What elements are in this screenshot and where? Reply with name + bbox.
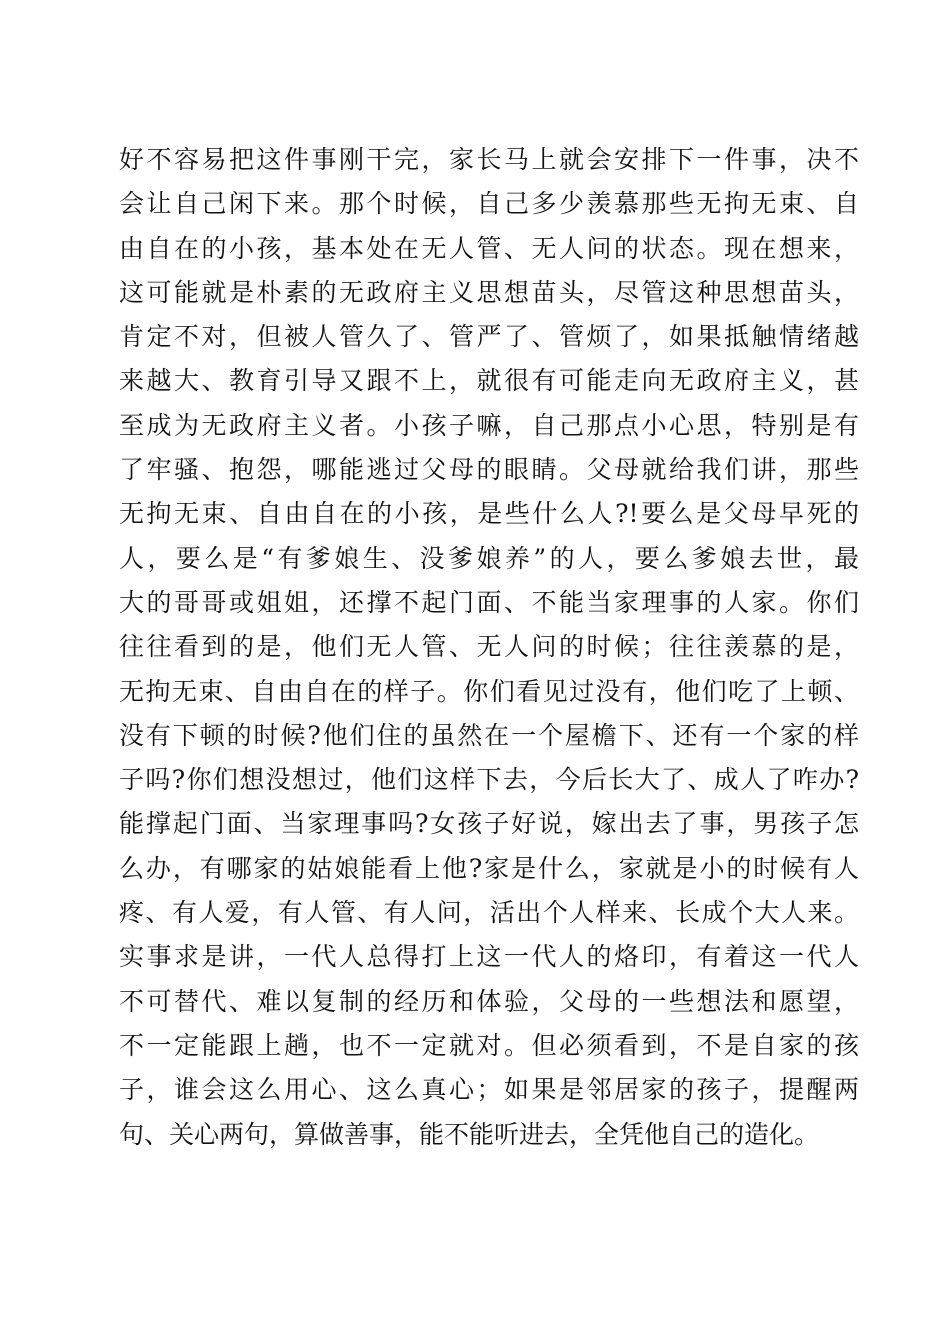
text-line: 了牢骚、抱怨，哪能逃过父母的眼睛。父母就给我们讲，那些 xyxy=(119,455,859,485)
text-line: 不可替代、难以复制的经历和体验，父母的一些想法和愿望， xyxy=(119,986,859,1016)
text-line: 好不容易把这件事刚干完，家长马上就会安排下一件事，决不 xyxy=(119,145,859,174)
text-line: 往往看到的是，他们无人管、无人问的时候；往往羡慕的是， xyxy=(119,632,859,662)
text-line: 人，要么是“有爹娘生、没爹娘养”的人，要么爹娘去世，最 xyxy=(119,543,859,573)
text-line: 会让自己闲下来。那个时候，自己多少羡慕那些无拘无束、自 xyxy=(119,189,859,219)
text-line: 没有下顿的时候?他们住的虽然在一个屋檐下、还有一个家的样 xyxy=(119,720,859,750)
text-line: 来越大、教育引导又跟不上，就很有可能走向无政府主义，甚 xyxy=(119,366,859,396)
text-line: 无拘无束、自由自在的小孩，是些什么人?!要么是父母早死的 xyxy=(119,499,859,529)
text-line: 实事求是讲，一代人总得打上这一代人的烙印，有着这一代人 xyxy=(119,942,859,972)
text-line: 这可能就是朴素的无政府主义思想苗头，尽管这种思想苗头， xyxy=(119,277,859,307)
text-line: 子吗?你们想没想过，他们这样下去，今后长大了、成人了咋办? xyxy=(119,765,859,795)
text-line: 无拘无束、自由自在的样子。你们看见过没有，他们吃了上顿、 xyxy=(119,676,859,706)
text-line: 疼、有人爱，有人管、有人问，活出个人样来、长成个大人来。 xyxy=(119,898,859,928)
body-paragraph xyxy=(119,138,859,1157)
text-line: 句、关心两句，算做善事，能不能听进去，全凭他自己的造化。 xyxy=(119,1119,820,1149)
text-line: 子，谁会这么用心、这么真心；如果是邻居家的孩子，提醒两 xyxy=(119,1075,859,1105)
text-line: 至成为无政府主义者。小孩子嘛，自己那点小心思，特别是有 xyxy=(119,410,859,440)
text-line: 由自在的小孩，基本处在无人管、无人问的状态。现在想来， xyxy=(119,233,859,263)
text-line: 肯定不对，但被人管久了、管严了、管烦了，如果抵触情绪越 xyxy=(119,322,859,352)
text-line: 大的哥哥或姐姐，还撑不起门面、不能当家理事的人家。你们 xyxy=(119,587,859,617)
text-line: 能撑起门面、当家理事吗?女孩子好说，嫁出去了事，男孩子怎 xyxy=(119,809,859,839)
text-line: 不一定能跟上趟，也不一定就对。但必须看到，不是自家的孩 xyxy=(119,1030,859,1060)
text-line: 么办，有哪家的姑娘能看上他?家是什么，家就是小的时候有人 xyxy=(119,853,859,883)
